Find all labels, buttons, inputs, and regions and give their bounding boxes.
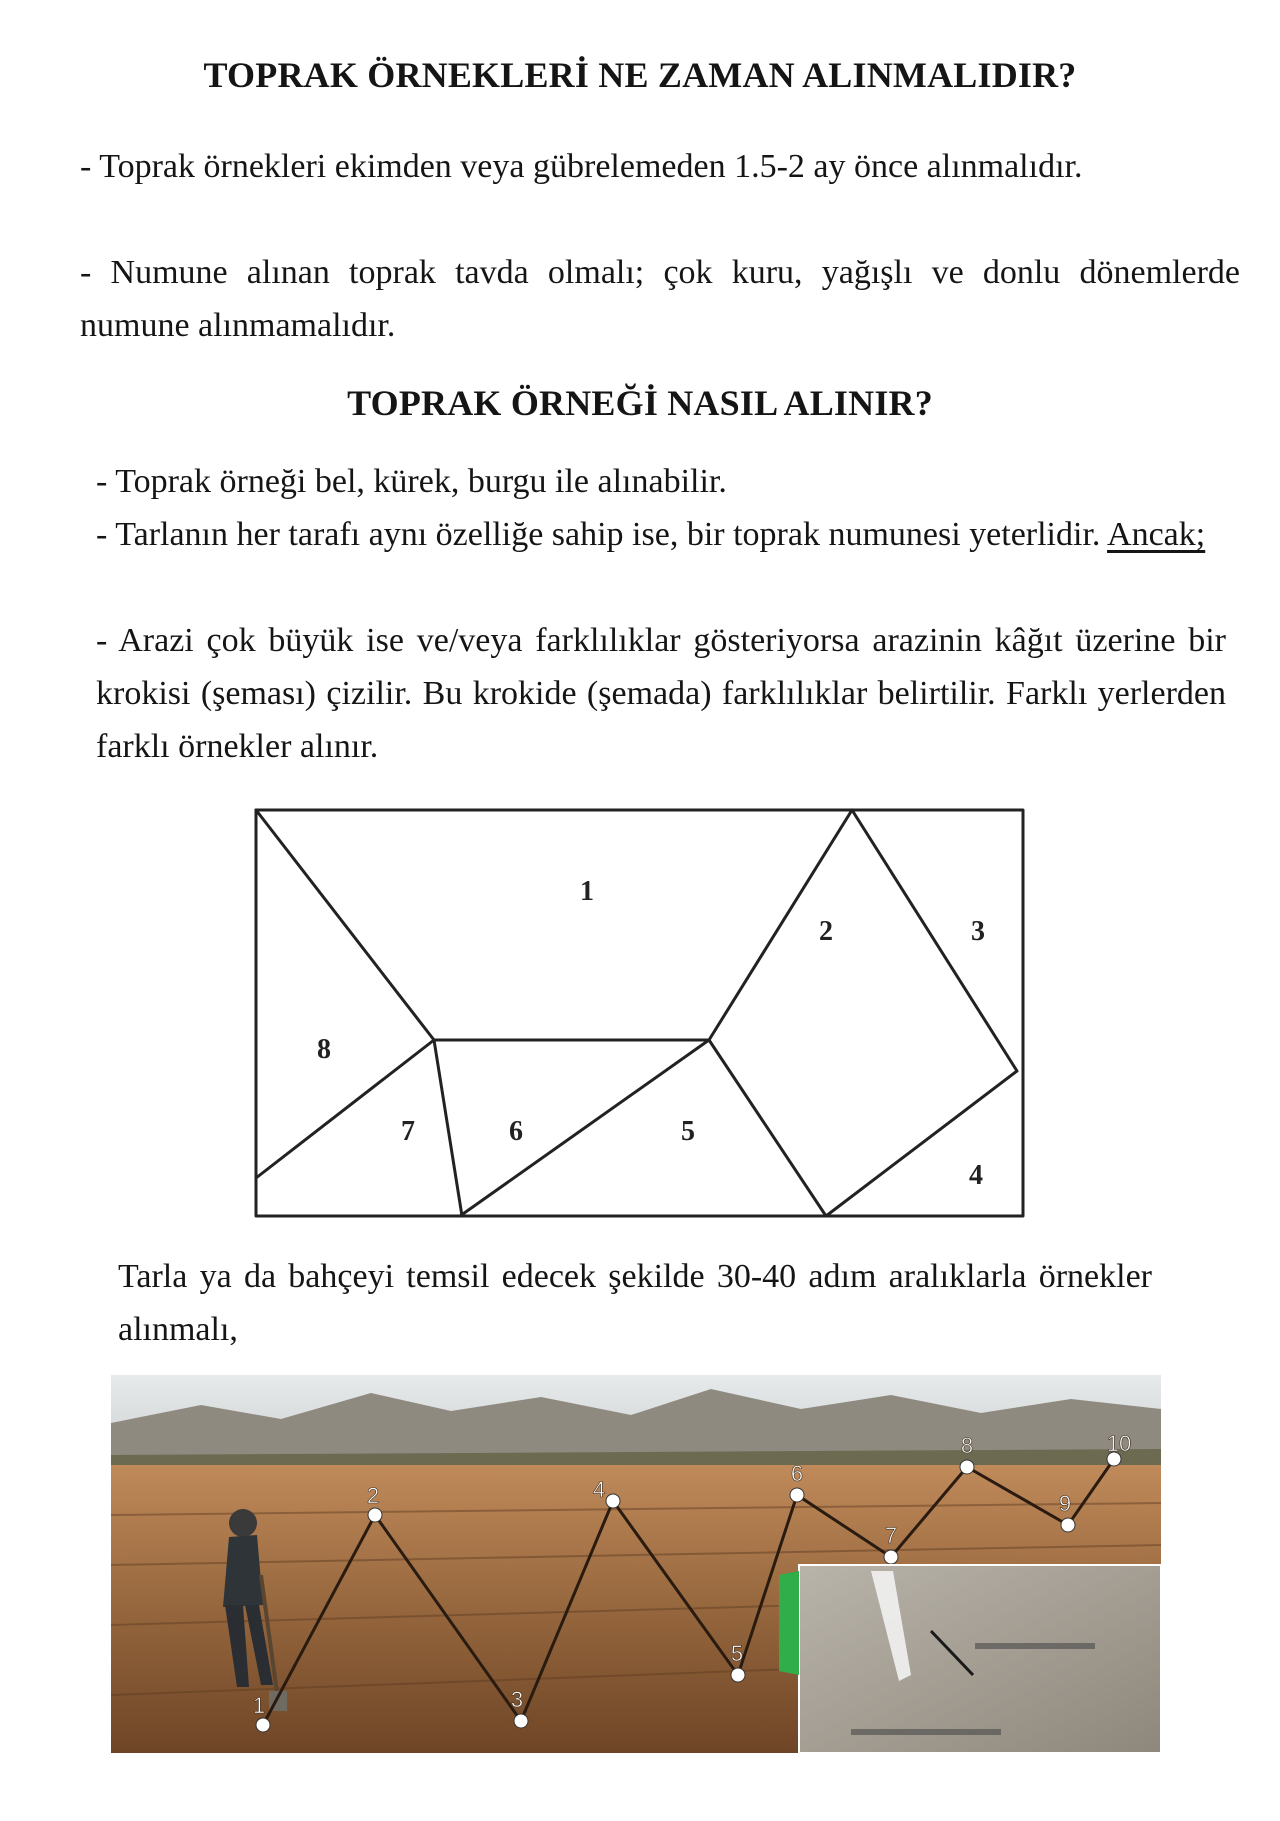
paragraph-soil-condition: - Numune alınan toprak tavda olmalı; çok kuru, yağışlı ve donlu dönemlerde numune alınmamalıdır. (80, 254, 1240, 344)
zone-label-5: 5 (681, 1116, 695, 1147)
sampling-point-label-10: 10 (1106, 1431, 1132, 1456)
paragraph-tools: - Toprak örneği bel, kürek, burgu ile alınabilir. (96, 463, 727, 500)
sampling-point-label-9: 9 (1058, 1491, 1072, 1516)
paragraph-timing: - Toprak örnekleri ekimden veya gübrelemeden 1.5-2 ay önce alınmalıdır. (80, 148, 1083, 185)
title-how-to-sample: TOPRAK ÖRNEĞİ NASIL ALINIR? (347, 383, 933, 423)
zone-label-1: 1 (580, 876, 594, 907)
sampling-point-label-6: 6 (790, 1461, 804, 1486)
sampling-point-3 (514, 1714, 528, 1728)
zone-divider-line (460, 810, 1017, 1216)
caption-sampling-interval: Tarla ya da bahçeyi temsil edecek şekilde 30-40 adım aralıklarla örnekler alınmalı, (118, 1258, 1152, 1348)
sampling-point-label-5: 5 (730, 1641, 744, 1666)
zone-divider-line (256, 810, 852, 1040)
zone-label-2: 2 (819, 916, 833, 947)
inset-tab (779, 1571, 799, 1675)
sampling-point-label-8: 8 (960, 1433, 974, 1458)
title-when-to-sample: TOPRAK ÖRNEKLERİ NE ZAMAN ALINMALIDIR? (203, 55, 1077, 95)
sampling-point-label-1: 1 (252, 1693, 266, 1718)
single-sample-text: - Tarlanın her tarafı aynı özelliğe sahip ise, bir toprak numunesi yeterlidir. (96, 516, 1108, 553)
inset-soil-auger-photo (779, 1565, 1161, 1753)
sampling-point-6 (790, 1488, 804, 1502)
sampling-point-label-3: 3 (510, 1687, 524, 1712)
zone-label-8: 8 (317, 1034, 331, 1065)
zone-label-6: 6 (509, 1116, 523, 1147)
zone-label-3: 3 (971, 916, 985, 947)
zone-divider-line (256, 1040, 434, 1178)
zone-label-4: 4 (969, 1160, 983, 1191)
sampling-point-4 (606, 1494, 620, 1508)
sampling-point-9 (1061, 1518, 1075, 1532)
sampling-point-label-4: 4 (592, 1477, 606, 1502)
sampling-point-label-7: 7 (884, 1523, 898, 1548)
sampling-point-5 (731, 1668, 745, 1682)
zone-divider-line (434, 1040, 462, 1216)
zone-label-7: 7 (401, 1116, 415, 1147)
field-sampling-photo (111, 1375, 1161, 1753)
sampling-point-2 (368, 1508, 382, 1522)
sampling-point-7 (884, 1550, 898, 1564)
paragraph-large-field: - Arazi çok büyük ise ve/veya farklılıklar gösteriyorsa arazinin kâğıt üzerine bir krokisi (şeması) çizilir. Bu krokide (şemada) farklılıklar belirtilir. Farklı yerlerden farklı örnekler alınır. (96, 622, 1226, 765)
paragraph-single-sample (96, 508, 1226, 561)
sampling-point-8 (960, 1460, 974, 1474)
sampling-point-1 (256, 1718, 270, 1732)
field-sketch-diagram (252, 806, 1027, 1226)
sampling-point-label-2: 2 (366, 1483, 380, 1508)
however-emphasis: Ancak; (1107, 516, 1206, 553)
